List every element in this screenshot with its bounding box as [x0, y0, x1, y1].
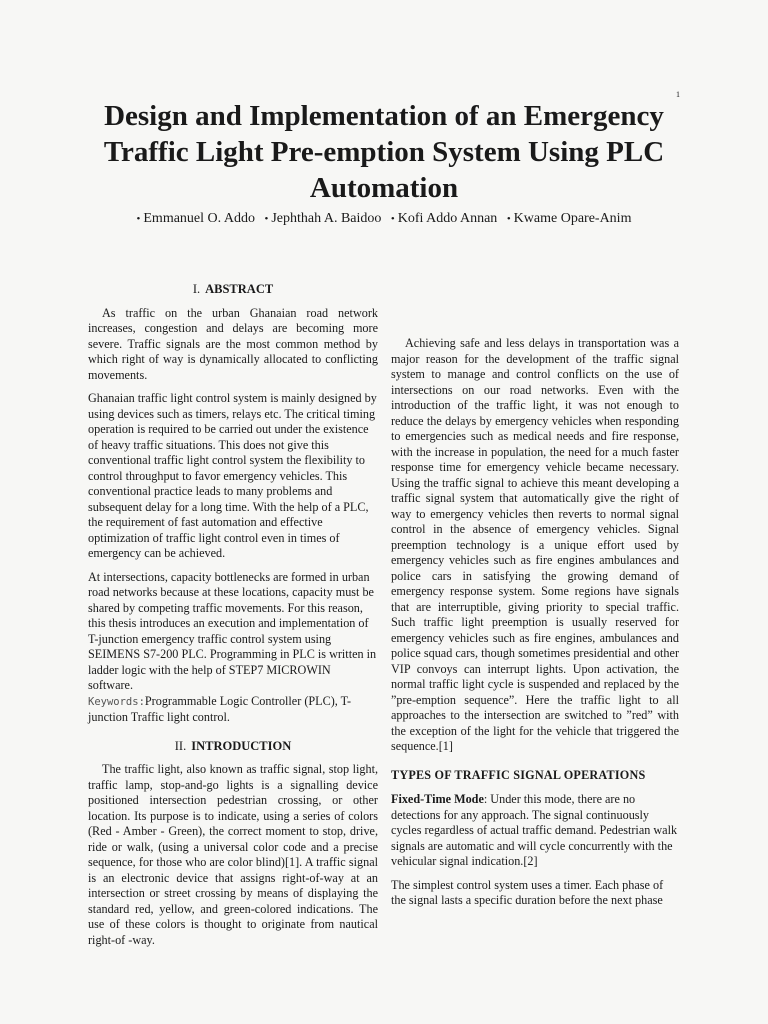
- page-number: 1: [676, 90, 680, 99]
- fixed-time-paragraph: [391, 792, 679, 870]
- paper-title: Design and Implementation of an Emergency Traffic Light Pre-emption System Using PLC Automation: [103, 100, 665, 204]
- section-title: INTRODUCTION: [191, 738, 292, 753]
- keywords-text: Programmable Logic Controller (PLC), T-junction Traffic light control.: [88, 693, 352, 724]
- bullet-icon: •: [506, 213, 511, 225]
- abstract-heading: [88, 282, 378, 298]
- abstract-paragraph: As traffic on the urban Ghanaian road network increases, congestion and delays are becoming more severe. Traffic signals are the most common method by which right of way is dynamically allocated to conflicting movements.: [88, 305, 378, 382]
- introduction-heading: [88, 739, 378, 755]
- left-column: [88, 282, 378, 948]
- section-number: I.: [192, 282, 201, 296]
- introduction-paragraph: The traffic light, also known as traffic signal, stop light, traffic lamp, stop-and-go lights is a signalling device positioned intersection pedestrian crossing, or other location. Its purpose is to indicate, using a series of colors (Red - Amber - Green), the correct moment to stop, drive, ride or walk, (using a universal color code and a precise sequence, for those who are color blind)[1]. A traffic signal is an electronic device that assigns right-of-way at an intersection or street crossing by means of displaying the standard red, yellow, and green-colored indications. The use of these colors is thought to originate from nautical right-of -way.: [88, 762, 378, 947]
- author-list: [90, 211, 678, 227]
- bullet-icon: •: [264, 213, 269, 225]
- author-name: Jephthah A. Baidoo: [271, 211, 382, 226]
- abstract-paragraph: Ghanaian traffic light control system is mainly designed by using devices such as timers, relays etc. The critical timing operation is required to be carried out under the existence of heavy traffic situations. This does not give this conventional traffic light control system the flexibility to control throughput to favor emergency vehicles. This conventional practice leads to many problems and subsequent delay for a long time. With the help of a PLC, the requirement of fast automation and effective optimization of traffic light control even in times of emergency can be achieved.: [88, 391, 377, 560]
- fixed-time-text: : Under this mode, there are no detections for any approach. The signal continuously cycles regardless of actual traffic demand. Pedestrian walk signals are automatic and will cycle concurrently with the vehicular signal indication.[2]: [391, 792, 678, 868]
- section-title: ABSTRACT: [205, 282, 274, 296]
- keywords: [88, 694, 378, 726]
- bullet-icon: •: [136, 213, 141, 225]
- abstract-paragraph: At intersections, capacity bottlenecks are formed in urban road networks because at these locations, capacity must be shared by competing traffic movements. For this reason, this thesis introduces an execution and implementation of T-junction emergency traffic control system using SEIMENS S7-200 PLC. Programming in PLC is written in ladder logic with the help of STEP7 MICROWIN software.: [88, 569, 377, 692]
- bullet-icon: •: [390, 213, 395, 225]
- author-name: Emmanuel O. Addo: [143, 211, 255, 226]
- keywords-label: Keywords:: [88, 695, 145, 708]
- section-number: II.: [174, 738, 187, 753]
- right-column: [391, 279, 679, 909]
- introduction-paragraph: Achieving safe and less delays in transportation was a major reason for the development of the traffic signal system to manage and control conflicts on the use of intersections on our road networks. Even with the introduction of the traffic light, it was not enough to reduce the delays by emergency vehicles when responding to emergencies such as medical needs and fire response, with the increase in population, the need for a much faster response time for emergency vehicle became necessary. Using the traffic signal to achieve this meant developing a traffic signal system that automatically give the right of way to emergency vehicles then reverts to normal signal control in the absence of emergency vehicles. Signal preemption technology is a unique effort used by emergency vehicles such as fire engines ambulances and police cars in satisfying the growing demand of emergency response system. Some regions have signals that are interruptible, giving priority to special traffic. Such traffic light preemption is usually reserved for emergency vehicles such as fire engines, ambulances and police squad cars, though sometimes presidential and other VIP convoys can interrupt lights. Upon activation, the normal traffic light cycle is suspended and replaced by the ”pre-emption sequence”. Here the traffic light to all approaches to the intersection are switched to ”red” with the exception of the light for the vehicle that triggered the sequence.[1]: [391, 336, 679, 753]
- types-paragraph: The simplest control system uses a timer. Each phase of the signal lasts a specific duration before the next phase: [391, 877, 664, 907]
- fixed-time-label: Fixed-Time Mode: [391, 792, 484, 806]
- types-heading: TYPES OF TRAFFIC SIGNAL OPERATIONS: [391, 767, 646, 782]
- author-name: Kofi Addo Annan: [397, 211, 498, 226]
- author-name: Kwame Opare-Anim: [513, 211, 632, 226]
